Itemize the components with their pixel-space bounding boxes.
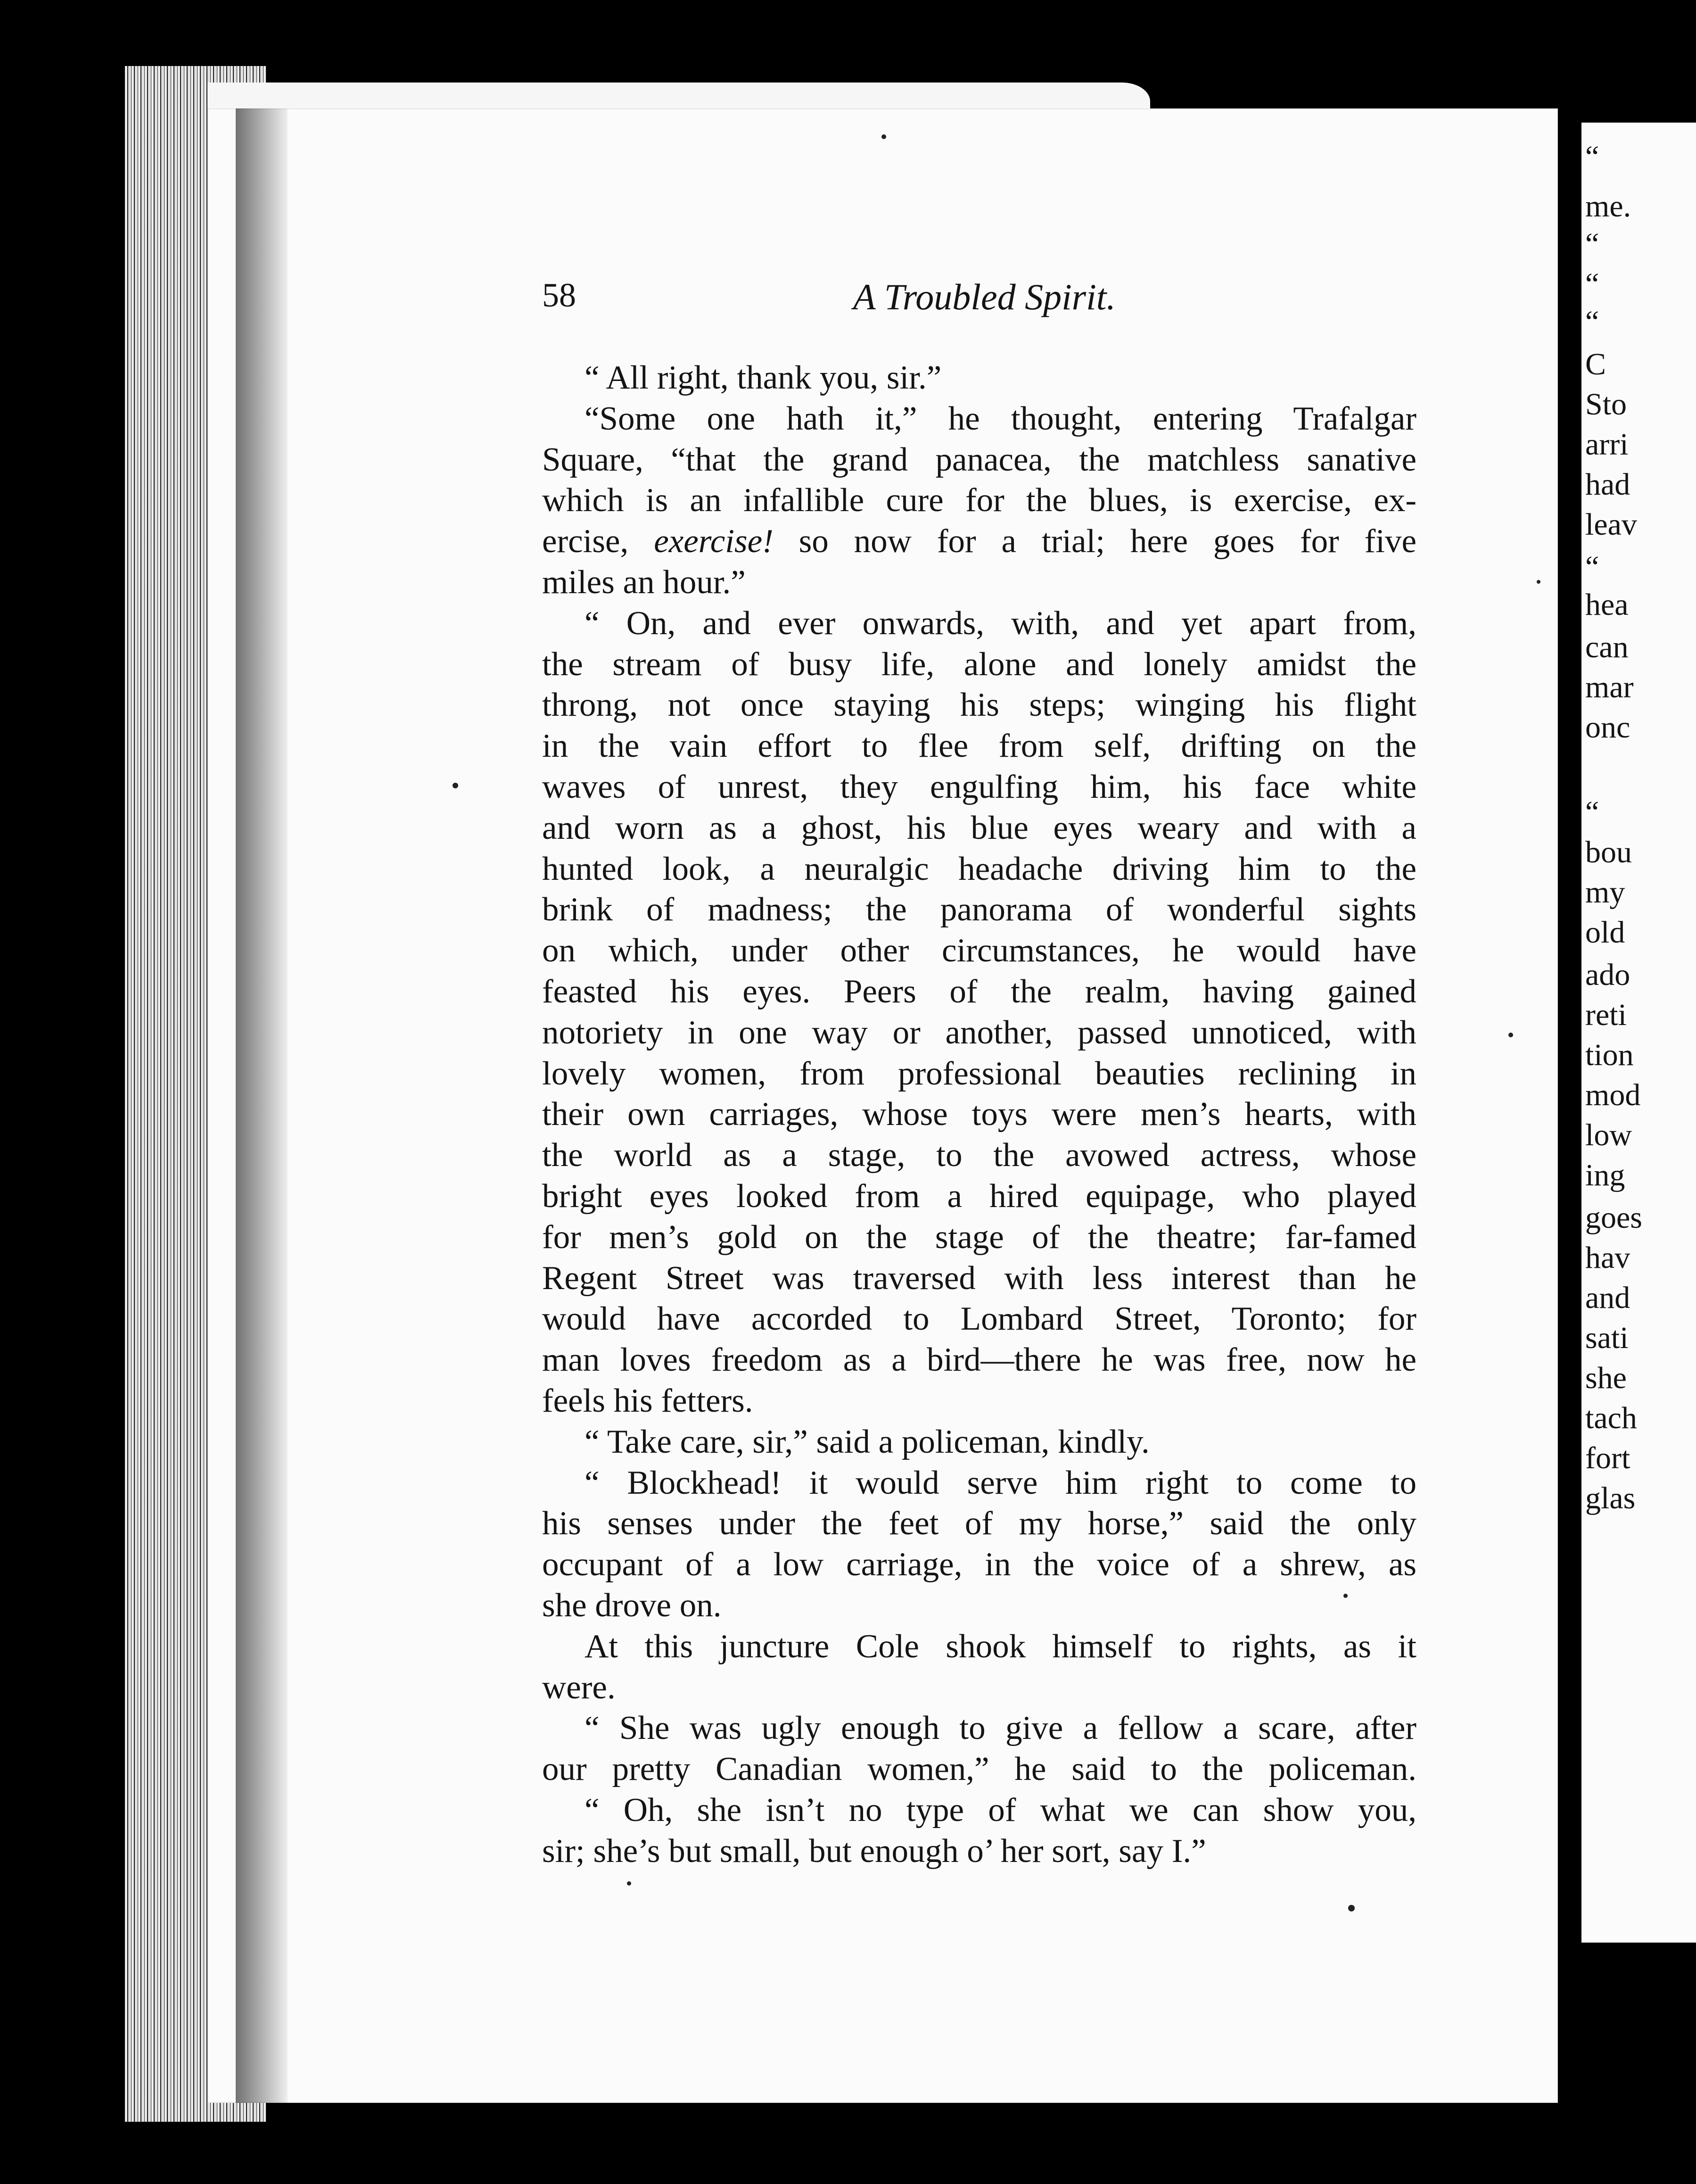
adjacent-page-fragment: “ <box>1585 140 1599 174</box>
adjacent-page-fragment: C <box>1585 347 1606 381</box>
text-line: feels his fetters. <box>542 1382 753 1419</box>
adjacent-page-fragment: Sto <box>1585 387 1627 422</box>
text-line: for men’s gold on the stage of the theatre; far-famed <box>542 1218 1416 1256</box>
adjacent-page-fragment: “ <box>1585 305 1599 339</box>
adjacent-page-fragment: had <box>1585 467 1630 502</box>
adjacent-page-fragment: “ <box>1585 227 1599 261</box>
text-line: “ Blockhead! it would serve him right to come to <box>585 1464 1416 1501</box>
text-line: man loves freedom as a bird—there he was free, now he <box>542 1341 1416 1379</box>
adjacent-page-fragment: tach <box>1585 1401 1637 1435</box>
scan-speck <box>881 134 886 139</box>
text-line: lovely women, from professional beauties reclining in <box>542 1055 1416 1092</box>
adjacent-page-fragment: leav <box>1585 507 1637 542</box>
text-line: brink of madness; the panorama of wonderful sights <box>542 891 1416 928</box>
text-line: throng, not once staying his steps; winging his flight <box>542 687 1416 724</box>
page-number: 58 <box>542 276 576 314</box>
adjacent-page-fragment: old <box>1585 915 1625 950</box>
text-line: would have accorded to Lombard Street, Toronto; for <box>542 1300 1416 1338</box>
text-line: on which, under other circumstances, he would have <box>542 932 1416 969</box>
text-line: At this juncture Cole shook himself to rights, as it <box>585 1628 1416 1665</box>
text-line: in the vain effort to flee from self, drifting on the <box>542 728 1416 765</box>
adjacent-page-fragment: fort <box>1585 1441 1630 1475</box>
adjacent-page-fragment: “ <box>1585 550 1599 584</box>
text-line: “ On, and ever onwards, with, and yet apart from, <box>585 604 1416 642</box>
scan-speck <box>1343 1594 1348 1598</box>
text-line: feasted his eyes. Peers of the realm, having gained <box>542 973 1416 1010</box>
text-line: she drove on. <box>542 1587 722 1624</box>
adjacent-page-fragment: sati <box>1585 1321 1629 1355</box>
text-line: “Some one hath it,” he thought, entering Trafalgar <box>585 400 1416 437</box>
text-line: “ Take care, sir,” said a policeman, kindly. <box>585 1423 1150 1460</box>
text-line: hunted look, a neuralgic headache driving him to the <box>542 850 1416 887</box>
adjacent-page-strip <box>1581 123 1696 1943</box>
adjacent-page-fragment: glas <box>1585 1481 1636 1515</box>
text-line: Regent Street was traversed with less interest than he <box>542 1259 1416 1297</box>
scan-speck <box>627 1881 631 1886</box>
text-line: their own carriages, whose toys were men’s hearts, with <box>542 1096 1416 1133</box>
adjacent-page-fragment: “ <box>1585 267 1599 301</box>
adjacent-page-fragment: me. <box>1585 189 1631 223</box>
adjacent-page-fragment: ado <box>1585 958 1630 992</box>
adjacent-page-fragment: she <box>1585 1361 1627 1395</box>
text-line: Square, “that the grand panacea, the matchless sanative <box>542 441 1416 478</box>
adjacent-page-fragment: low <box>1585 1118 1632 1152</box>
adjacent-page-fragment: my <box>1585 875 1625 910</box>
text-line: the world as a stage, to the avowed actress, whose <box>542 1137 1416 1174</box>
adjacent-page-fragment: and <box>1585 1281 1630 1315</box>
text-line: “ All right, thank you, sir.” <box>585 359 942 396</box>
adjacent-page-fragment: onc <box>1585 710 1630 745</box>
text-line: our pretty Canadian women,” he said to the policeman. <box>542 1751 1416 1788</box>
adjacent-page-fragment: mod <box>1585 1078 1641 1112</box>
adjacent-page-fragment: ing <box>1585 1158 1625 1192</box>
running-title: A Troubled Spirit. <box>853 276 1116 317</box>
text-line: his senses under the feet of my horse,” said the only <box>542 1505 1416 1542</box>
text-fragment: so now for a trial; here goes for five <box>773 523 1417 560</box>
text-line: sir; she’s but small, but enough o’ her sort, say I.” <box>542 1832 1206 1870</box>
scan-speck <box>1537 580 1540 584</box>
adjacent-page-fragment: arri <box>1585 427 1629 462</box>
text-line <box>542 521 1416 562</box>
emphasis: exercise! <box>654 523 774 560</box>
adjacent-page-fragment: “ <box>1585 795 1599 829</box>
text-line: which is an infallible cure for the blues, is exercise, ex- <box>542 482 1416 519</box>
scan-speck <box>1508 1033 1513 1037</box>
adjacent-page-fragment: hea <box>1585 587 1629 622</box>
scan-speck <box>453 783 458 788</box>
adjacent-page-fragment: mar <box>1585 670 1634 704</box>
text-line: and worn as a ghost, his blue eyes weary and with a <box>542 809 1416 846</box>
text-line: were. <box>542 1669 616 1706</box>
text-line: “ Oh, she isn’t no type of what we can show you, <box>585 1791 1416 1828</box>
body-text <box>542 357 1416 1871</box>
adjacent-page-fragment: goes <box>1585 1200 1642 1235</box>
text-line: miles an hour.” <box>542 563 746 601</box>
text-line: bright eyes looked from a hired equipage, who played <box>542 1177 1416 1215</box>
text-line: “ She was ugly enough to give a fellow a scare, after <box>585 1710 1416 1747</box>
adjacent-page-fragment: tion <box>1585 1038 1634 1072</box>
adjacent-page-fragment: reti <box>1585 998 1627 1032</box>
text-line: waves of unrest, they engulfing him, his face white <box>542 768 1416 805</box>
gutter-shadow <box>236 108 288 2103</box>
adjacent-page-fragment: hav <box>1585 1241 1630 1275</box>
text-line: the stream of busy life, alone and lonely amidst the <box>542 645 1416 683</box>
text-fragment: ercise, <box>542 523 654 560</box>
adjacent-page-fragment: can <box>1585 630 1629 664</box>
scan-speck <box>1348 1905 1355 1911</box>
adjacent-page-fragment: bou <box>1585 835 1632 869</box>
page-header <box>542 276 1249 318</box>
text-line: notoriety in one way or another, passed unnoticed, with <box>542 1014 1416 1051</box>
text-line: occupant of a low carriage, in the voice of a shrew, as <box>542 1546 1416 1583</box>
